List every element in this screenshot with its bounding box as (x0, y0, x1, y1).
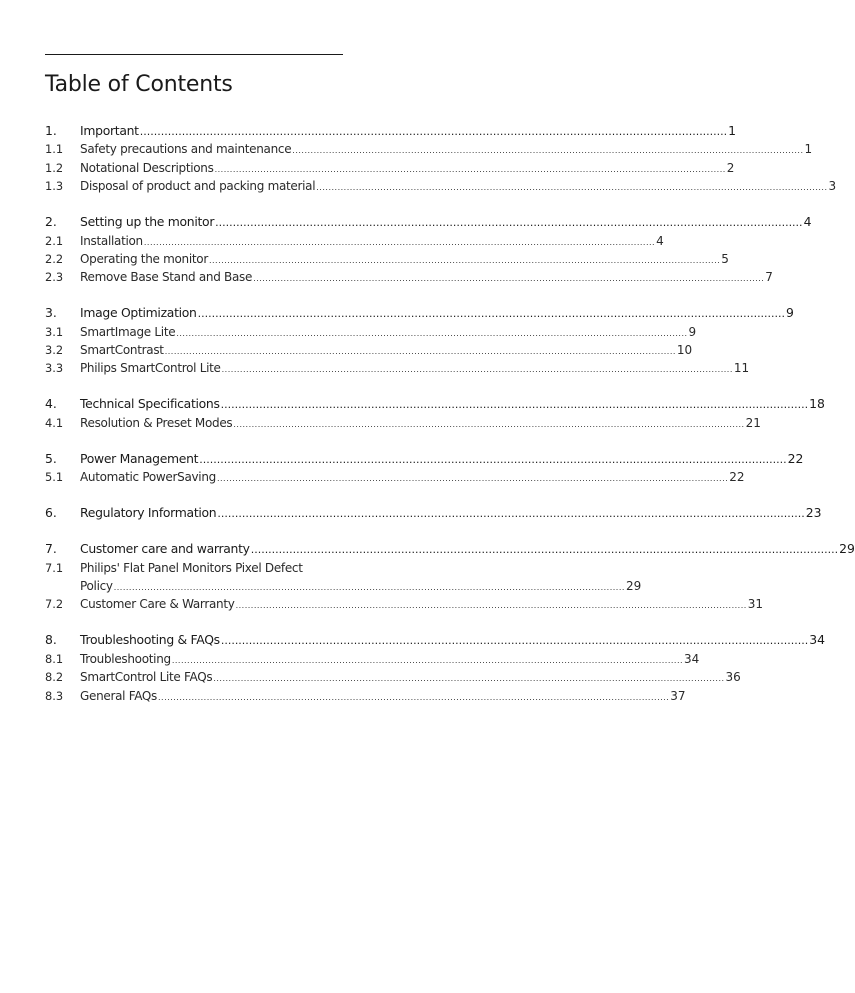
toc-entry-title: SmartContrast (80, 343, 164, 358)
toc-entry-number: 7.2 (45, 597, 64, 612)
toc-entry-page: 23 (805, 505, 822, 521)
toc-entry-number: 3. (45, 305, 57, 321)
toc-subsection-entry[interactable] (45, 250, 729, 268)
toc-entry-page: 5 (721, 251, 729, 266)
toc-entry-title: General FAQs (80, 688, 158, 703)
toc-entry-title: Power Management (80, 450, 199, 466)
toc-section-entry[interactable] (45, 122, 737, 140)
toc-entry-number: 8. (45, 632, 57, 648)
toc-leader-dots (217, 505, 804, 523)
toc-entry-page: 31 (747, 597, 764, 612)
toc-leader-dots (209, 252, 720, 270)
toc-leader-dots (221, 632, 808, 650)
toc-entry-title: Resolution & Preset Modes (80, 415, 233, 430)
toc-leader-dots (233, 416, 744, 434)
toc-subsection-entry[interactable] (45, 140, 813, 158)
toc-entry-number: 4.1 (45, 415, 64, 430)
toc-entry-number: 7.1 (45, 560, 64, 575)
toc-entry-title: Remove Base Stand and Base (80, 270, 253, 285)
toc-subsection-entry[interactable] (45, 650, 700, 668)
toc-section (45, 540, 855, 614)
table-of-contents (45, 122, 855, 723)
toc-leader-dots (316, 179, 827, 197)
toc-section (45, 395, 825, 432)
toc-entry-title: Important (80, 123, 139, 138)
toc-entry-page: 29 (625, 578, 642, 593)
toc-leader-dots (199, 451, 786, 469)
toc-section-entry[interactable] (45, 631, 826, 649)
toc-entry-title: Disposal of product and packing material (80, 179, 316, 194)
toc-leader-dots (221, 396, 808, 414)
toc-entry-title: Troubleshooting & FAQs (80, 632, 220, 648)
toc-section (45, 122, 837, 196)
toc-entry-title: Customer care and warranty (80, 541, 250, 557)
toc-entry-title: Image Optimization (80, 305, 197, 321)
toc-subsection-entry[interactable] (45, 341, 693, 359)
toc-entry-title: Customer Care & Warranty (80, 597, 235, 612)
toc-entry-page: 3 (828, 179, 837, 194)
toc-entry-page: 9 (786, 305, 794, 321)
toc-section (45, 450, 804, 487)
toc-entry-page: 9 (688, 324, 697, 339)
toc-entry-number: 2. (45, 214, 57, 230)
toc-leader-dots (176, 325, 687, 343)
toc-entry-number: 1. (45, 123, 57, 138)
toc-entry-title: Safety precautions and maintenance (80, 142, 292, 157)
toc-entry-page: 4 (803, 214, 812, 230)
toc-entry-number: 4. (45, 396, 57, 412)
toc-entry-number: 8.1 (45, 651, 64, 666)
toc-section-entry[interactable] (45, 450, 804, 468)
toc-entry-page: 22 (787, 450, 804, 466)
toc-entry-page: 21 (745, 415, 761, 430)
toc-leader-dots (253, 270, 764, 288)
toc-section (45, 304, 794, 378)
toc-leader-dots (144, 234, 655, 252)
toc-entry-page: 4 (656, 233, 664, 248)
toc-entry-page: 7 (765, 270, 773, 285)
toc-subsection-continuation[interactable] (45, 577, 642, 595)
toc-entry-page: 1 (804, 142, 813, 157)
toc-entry-page: 34 (684, 651, 700, 666)
toc-entry-number: 7. (45, 541, 57, 557)
toc-entry-number: 8.3 (45, 688, 64, 703)
page-title: Table of Contents (45, 72, 233, 97)
toc-entry-page: 29 (839, 541, 855, 557)
toc-subsection-entry[interactable] (45, 414, 761, 432)
toc-entry-number: 1.1 (45, 142, 64, 157)
toc-subsection-entry[interactable] (45, 159, 735, 177)
toc-leader-dots (213, 670, 724, 688)
toc-section (45, 213, 812, 287)
toc-entry-title: Technical Specifications (80, 396, 220, 412)
toc-entry-title: Installation (80, 233, 143, 248)
toc-section-entry[interactable] (45, 304, 794, 322)
toc-entry-number: 2.1 (45, 233, 64, 248)
toc-subsection-entry[interactable] (45, 268, 773, 286)
toc-entry-number: 5. (45, 450, 57, 466)
toc-entry-title: Regulatory Information (80, 505, 217, 521)
toc-entry-number: 1.3 (45, 179, 64, 194)
toc-section-entry[interactable] (45, 540, 855, 558)
toc-subsection-entry[interactable] (45, 359, 750, 377)
toc-section-entry[interactable] (45, 213, 812, 231)
toc-section (45, 631, 826, 705)
toc-subsection-entry[interactable] (45, 468, 745, 486)
toc-leader-dots (217, 470, 728, 488)
toc-entry-number: 2.3 (45, 270, 64, 285)
toc-leader-dots (198, 305, 785, 323)
toc-entry-number: 5.1 (45, 470, 64, 485)
toc-section-entry[interactable] (45, 395, 825, 413)
toc-entry-number: 6. (45, 505, 57, 521)
toc-entry-number: 2.2 (45, 251, 64, 266)
toc-entry-title: Notational Descriptions (80, 160, 214, 175)
toc-entry-title: Troubleshooting (80, 651, 171, 666)
toc-section-entry[interactable] (45, 504, 822, 522)
toc-subsection-entry[interactable] (45, 595, 764, 613)
toc-subsection-entry[interactable] (45, 687, 686, 705)
toc-leader-dots (236, 597, 747, 615)
toc-entry-title: Automatic PowerSaving (80, 470, 216, 485)
toc-subsection-entry[interactable] (45, 232, 664, 250)
toc-leader-dots (222, 361, 733, 379)
toc-entry-number: 1.2 (45, 160, 64, 175)
toc-entry-title: SmartImage Lite (80, 324, 176, 339)
toc-subsection-entry[interactable] (45, 559, 349, 577)
toc-entry-title: Philips' Flat Panel Monitors Pixel Defect (80, 560, 303, 575)
toc-entry-number: 3.1 (45, 324, 64, 339)
toc-subsection-entry[interactable] (45, 323, 697, 341)
toc-leader-dots (172, 652, 683, 670)
toc-entry-page: 37 (670, 688, 686, 703)
toc-leader-dots (215, 214, 802, 232)
toc-entry-page: 22 (729, 470, 745, 485)
toc-entry-number: 3.3 (45, 361, 64, 376)
toc-leader-dots (165, 343, 676, 361)
toc-entry-title-continued: Policy (80, 578, 113, 593)
toc-entry-title: Setting up the monitor (80, 214, 215, 230)
toc-entry-number: 3.2 (45, 343, 64, 358)
header-rule (45, 54, 343, 55)
toc-entry-title: Philips SmartControl Lite (80, 361, 221, 376)
toc-entry-page: 36 (725, 670, 741, 685)
toc-leader-dots (140, 123, 727, 141)
toc-entry-number: 8.2 (45, 670, 64, 685)
toc-subsection-entry[interactable] (45, 668, 741, 686)
toc-entry-page: 2 (726, 160, 735, 175)
toc-entry-page: 11 (733, 361, 750, 376)
toc-entry-page: 34 (809, 632, 826, 648)
toc-leader-dots (158, 689, 669, 707)
toc-entry-page: 18 (809, 396, 825, 412)
toc-entry-page: 10 (676, 343, 693, 358)
toc-subsection-entry[interactable] (45, 177, 837, 195)
toc-entry-title: SmartControl Lite FAQs (80, 670, 213, 685)
toc-section (45, 504, 822, 522)
toc-entry-page: 1 (728, 123, 737, 138)
toc-leader-dots (251, 541, 838, 559)
toc-entry-title: Operating the monitor (80, 251, 208, 266)
